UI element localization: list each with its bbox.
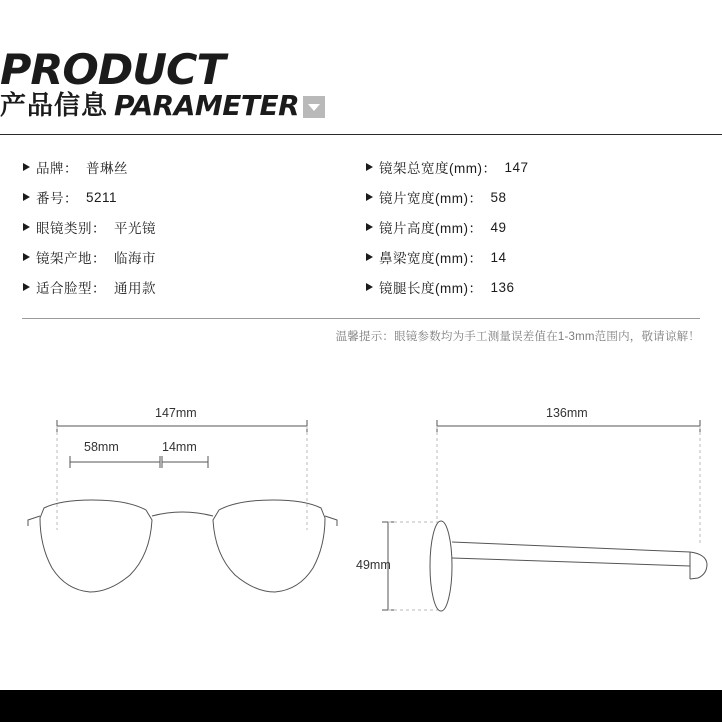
spec-label: 镜腿长度(mm)： [379, 281, 483, 296]
header-banner [0, 0, 722, 135]
triangle-right-icon [22, 282, 36, 292]
spec-row [22, 182, 361, 212]
spec-table-underline [22, 318, 700, 319]
spec-label: 镜架产地： [36, 251, 106, 266]
spec-label: 眼镜类别： [36, 221, 106, 236]
spec-value: 136 [490, 279, 515, 295]
triangle-right-icon [365, 192, 379, 202]
header-divider [0, 134, 722, 135]
spec-table [22, 152, 700, 302]
chevron-down-icon [303, 96, 325, 118]
spec-label: 镜片高度(mm)： [379, 221, 483, 236]
spec-label: 适合脸型： [36, 281, 106, 296]
spec-value: 147 [504, 159, 529, 175]
dim-label-lens-height: 49mm [356, 558, 391, 572]
triangle-right-icon [22, 222, 36, 232]
spec-row [22, 212, 361, 242]
triangle-right-icon [22, 192, 36, 202]
spec-label: 品牌： [36, 161, 78, 176]
spec-row [365, 152, 700, 182]
spec-label: 鼻梁宽度(mm)： [379, 251, 483, 266]
triangle-right-icon [365, 162, 379, 172]
spec-value: 14 [490, 249, 507, 265]
measurement-diagram [0, 370, 722, 670]
header-subtitle-row [0, 89, 722, 122]
spec-label: 番号： [36, 191, 78, 206]
spec-row [365, 182, 700, 212]
spec-value: 临海市 [114, 251, 156, 266]
spec-value: 49 [490, 219, 507, 235]
spec-row [365, 242, 700, 272]
spec-row [22, 152, 361, 182]
spec-value: 5211 [86, 189, 118, 205]
header-title-wrap [0, 45, 722, 122]
spec-row [22, 272, 361, 302]
triangle-right-icon [365, 222, 379, 232]
spec-column-right [361, 152, 700, 302]
spec-row [365, 272, 700, 302]
spec-value: 普琳丝 [86, 161, 128, 176]
page-title: PRODUCT [0, 45, 225, 94]
spec-value: 58 [490, 189, 507, 205]
spec-row [365, 212, 700, 242]
spec-row [22, 242, 361, 272]
spec-value: 平光镜 [114, 221, 156, 236]
dim-label-lens-width: 58mm [84, 440, 119, 454]
page-title-chinese: 产品信息 [0, 91, 109, 121]
dim-label-total-width: 147mm [155, 406, 197, 420]
spec-column-left [22, 152, 361, 302]
diagram-graphics [0, 370, 722, 670]
spec-label: 镜片宽度(mm)： [379, 191, 483, 206]
page-subtitle: PARAMETER [114, 89, 300, 122]
tip-text: 温馨提示：眼镜参数均为手工测量误差值在1-3mm范围内，敬请谅解！ [335, 331, 700, 343]
spec-value: 通用款 [114, 281, 156, 296]
dim-label-bridge-width: 14mm [162, 440, 197, 454]
triangle-right-icon [22, 252, 36, 262]
bottom-black-bar [0, 690, 722, 722]
triangle-right-icon [365, 282, 379, 292]
triangle-right-icon [22, 162, 36, 172]
dim-label-temple-length: 136mm [546, 406, 588, 420]
spec-label: 镜架总宽度(mm)： [379, 161, 497, 176]
triangle-right-icon [365, 252, 379, 262]
